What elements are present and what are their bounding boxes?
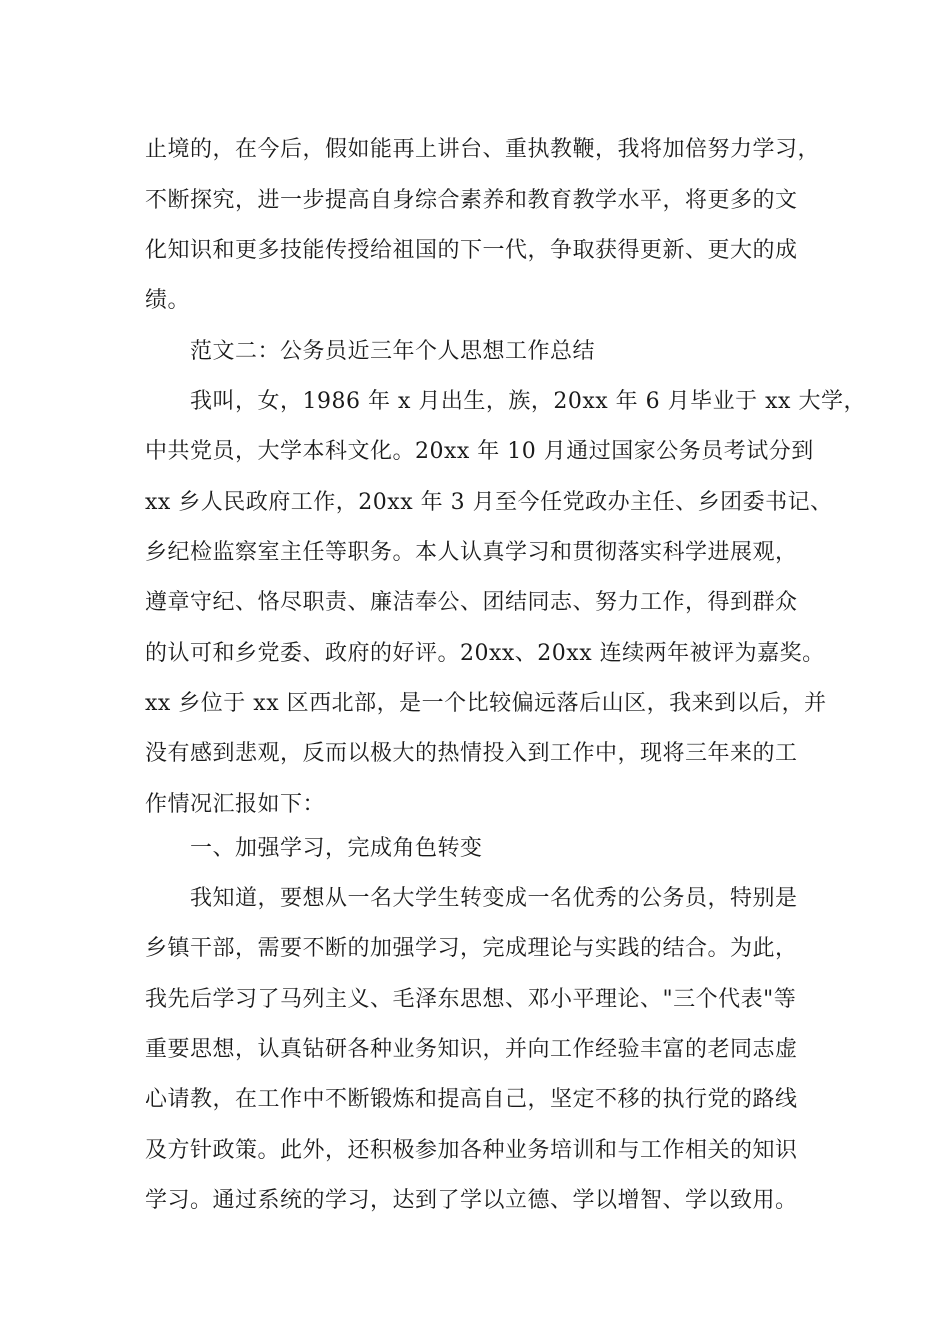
- text-line: 学习。通过系统的学习，达到了学以立德、学以增智、学以致用。: [145, 1188, 798, 1213]
- text-line: 我先后学习了马列主义、毛泽东思想、邓小平理论、"三个代表"等: [145, 987, 797, 1012]
- text-line: xx 乡位于 xx 区西北部，是一个比较偏远落后山区，我来到以后，并: [145, 691, 827, 716]
- text-line: 及方针政策。此外，还积极参加各种业务培训和与工作相关的知识: [145, 1138, 798, 1163]
- text-line: 重要思想，认真钻研各种业务知识，并向工作经验丰富的老同志虚: [145, 1037, 798, 1062]
- text-line: 化知识和更多技能传授给祖国的下一代，争取获得更新、更大的成: [145, 238, 798, 263]
- text-line: 乡纪检监察室主任等职务。本人认真学习和贯彻落实科学进展观，: [145, 540, 798, 565]
- text-line: 心请教，在工作中不断锻炼和提高自己，坚定不移的执行党的路线: [145, 1087, 798, 1112]
- text-line: 止境的，在今后，假如能再上讲台、重执教鞭，我将加倍努力学习，: [145, 137, 821, 162]
- text-line: 的认可和乡党委、政府的好评。20xx、20xx 连续两年被评为嘉奖。: [145, 641, 825, 666]
- text-line: 没有感到悲观，反而以极大的热情投入到工作中，现将三年来的工: [145, 741, 798, 766]
- text-line: xx 乡人民政府工作，20xx 年 3 月至今任党政办主任、乡团委书记、: [145, 490, 833, 515]
- section-heading: 范文二：公务员近三年个人思想工作总结: [190, 339, 596, 364]
- text-line: 作情况汇报如下：: [145, 792, 326, 817]
- text-line: 遵章守纪、恪尽职责、廉洁奉公、团结同志、努力工作，得到群众: [145, 590, 798, 615]
- text-line: 乡镇干部，需要不断的加强学习，完成理论与实践的结合。为此，: [145, 936, 798, 961]
- section-heading: 一、加强学习，完成角色转变: [190, 836, 483, 861]
- text-line: 不断探究，进一步提高自身综合素养和教育教学水平，将更多的文: [145, 188, 798, 213]
- text-line: 绩。: [145, 288, 191, 313]
- text-line: 我知道，要想从一名大学生转变成一名优秀的公务员，特别是: [190, 886, 798, 911]
- text-line: 我叫，女，1986 年 x 月出生，族，20xx 年 6 月毕业于 xx 大学，: [190, 389, 866, 414]
- text-line: 中共党员，大学本科文化。20xx 年 10 月通过国家公务员考试分到: [145, 439, 814, 464]
